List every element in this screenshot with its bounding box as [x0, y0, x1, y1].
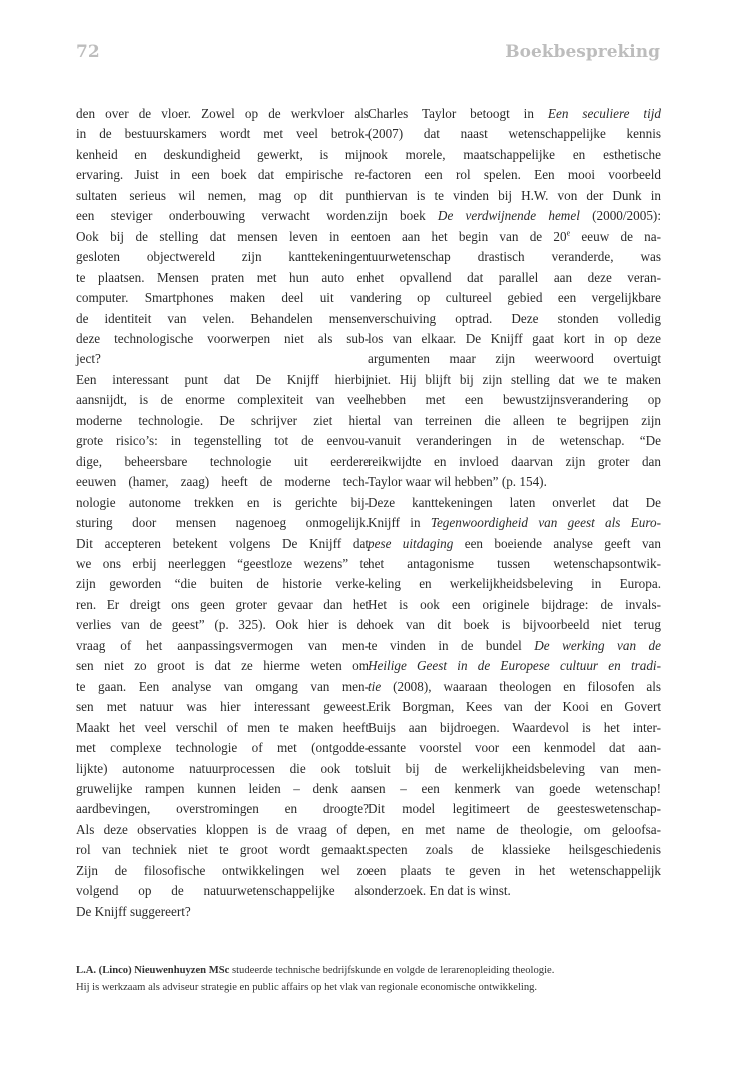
text-line: gesloten objectwereld zijn kanttekeningen — [76, 249, 369, 265]
text-line: pese uitdaging een boeiende analyse geeft van — [368, 535, 661, 551]
text-line: computer. Smartphones maken deel uit van — [76, 290, 369, 306]
bio-line: L.A. (Linco) Nieuwenhuyzen MSc studeerde technische bedrijfskunde en volgde de lerarenopleiding theologie. — [76, 965, 555, 976]
text-line — [368, 656, 661, 676]
text-line: tal van terreinen die alleen te begrijpen zijn — [368, 412, 661, 428]
text-line: Ook bij de stelling dat mensen leven in een — [76, 228, 369, 244]
text-line: los van elkaar. De Knijff gaat kort in op deze — [368, 330, 661, 346]
text-line: in de bestuurskamers wordt met veel betrok- — [76, 126, 369, 142]
text-line: de identiteit van velen. Behandelen mensen — [76, 310, 369, 326]
text-line: (2007) dat naast wetenschappelijke kennis — [368, 126, 661, 142]
text-line: Het is ook een originele bijdrage: de invals- — [368, 596, 661, 612]
text-line: moderne technologie. De schrijver ziet hier — [76, 412, 369, 428]
text-line: hebben met een bewustzijnsverandering op — [368, 392, 661, 408]
text-line: te gaan. Een analyse van omgang van men- — [76, 678, 369, 694]
text-line: hiervan is te vinden bij H.W. von der Dunk in — [368, 187, 661, 203]
author-bio — [76, 963, 666, 996]
text-line: toen aan het begin van de 20e eeuw de na- — [368, 228, 662, 244]
text-line: sluit bij de werkelijkheidsbeleving van men- — [368, 760, 661, 776]
book-title: tie — [368, 678, 382, 694]
text-line: sen met natuur was hier interessant geweest. — [76, 699, 369, 715]
page-number: 72 — [76, 42, 100, 62]
text-line: Dit accepteren betekent volgens De Knijff dat — [76, 535, 369, 551]
text-line: specten zoals de klassieke heilsgeschiedenis — [368, 842, 661, 858]
text-line: verlies van de geest” (p. 325). Ook hier is de — [76, 617, 369, 633]
text-line: hoek van dit boek is bijvoorbeeld niet terug — [368, 617, 661, 633]
text-line: dering op cultureel gebied een vergelijkbare — [368, 290, 661, 306]
text-line: te plaatsen. Mensen praten met hun auto en — [76, 269, 369, 285]
text-line: Buijs aan bijdroegen. Waardevol is het inter- — [368, 719, 661, 735]
text-line: ren. Er dreigt ons geen groter gevaar dan het — [76, 596, 369, 612]
text-line: factoren een rol spelen. Een mooi voorbeeld — [368, 167, 661, 183]
book-title: De werking van de — [534, 637, 661, 653]
text-line: vanuit veranderingen in de wetenschap. “De — [368, 433, 661, 449]
text-line: sturing door mensen nagenoeg onmogelijk. — [76, 515, 369, 531]
text-line: verschuiving optrad. Deze stonden volledig — [368, 310, 661, 326]
text-line: ervaring. Juist in een boek dat empirische re- — [76, 167, 369, 183]
text-line: dige, beheersbare technologie uit eerdere — [76, 453, 369, 469]
text-line: argumenten maar zijn weerwoord overtuigt — [368, 351, 661, 367]
text-line: nologie autonome trekken en is gerichte bij- — [76, 494, 369, 510]
book-title: pese uitdaging — [368, 535, 454, 551]
text-line: Taylor waar wil hebben” (p. 154). — [368, 474, 547, 490]
text-line: gruwelijke rampen kunnen leiden – denk aan — [76, 780, 369, 796]
text-line: Een interessant punt dat De Knijff hierbij — [76, 371, 369, 387]
text-line: sultaten serieus wil nemen, mag op dit punt — [76, 187, 369, 203]
text-line: met complexe technologie of met (ontgodde- — [76, 740, 369, 756]
text-line: aansnijdt, is de enorme complexiteit van veel — [76, 392, 369, 408]
text-line: een plaats te geven in het wetenschappelijk — [368, 862, 661, 878]
text-line: aardbevingen, overstromingen en droogte? — [76, 801, 369, 817]
right-column — [368, 104, 661, 902]
text-line: volgend op de natuurwetenschappelijke als — [76, 883, 369, 899]
text-line: het antagonisme tussen wetenschapsontwik- — [368, 555, 661, 571]
book-title: Een seculiere tijd — [547, 106, 662, 121]
book-title: De verdwijnende hemel — [437, 208, 580, 224]
text-line: den over de vloer. Zowel op de werkvloer als — [76, 106, 369, 121]
text-line: Charles Taylor betoogt in Een seculiere tijd — [368, 106, 662, 121]
text-line: het opvallend dat parallel aan deze veran- — [368, 269, 661, 285]
text-line: De Knijff suggereert? — [76, 903, 191, 919]
text-line: deze technologische voorwerpen niet als sub- — [76, 330, 369, 346]
text-line: rol van techniek niet te groot wordt gemaakt. — [76, 842, 369, 858]
text-line: zijn geworden “die buiten de historie verke- — [76, 576, 369, 592]
text-line: keling en werkelijkheidsbeleving in Europa. — [368, 576, 661, 592]
text-line: Als deze observaties kloppen is de vraag of de — [76, 821, 369, 837]
running-title: Boekbespreking — [505, 42, 660, 62]
text-line: tie (2008), waaraan theologen en filosofen als — [368, 678, 661, 694]
text-line: pen, en met name de theologie, om geloofsa- — [368, 821, 661, 837]
left-column — [76, 104, 369, 922]
text-line: sen niet zo groot is dat ze hierme weten om — [76, 658, 369, 674]
text-line: Dit model legitimeert de geesteswetenschap- — [368, 801, 661, 817]
text-line: Zijn de filosofische ontwikkelingen wel zo — [76, 862, 369, 878]
book-title: Heilige Geest in de Europese cultuur en tradi- — [368, 658, 661, 674]
text-line: grote risico’s: in tegenstelling tot de eenvou- — [76, 433, 369, 449]
text-line: tuurwetenschap drastisch veranderde, was — [368, 249, 661, 265]
text-line: te vinden in de bundel De werking van de — [368, 637, 661, 653]
text-line: reikwijdte en invloed daarvan zijn groter dan — [368, 453, 661, 469]
text-line: kenheid en deskundigheid gewerkt, is mijn — [76, 146, 369, 162]
text-line: eeuwen (hamer, zaag) heeft de moderne tech- — [76, 474, 369, 490]
text-line: Knijff in Tegenwoordigheid van geest als Euro- — [368, 515, 661, 531]
text-line: lijkte) autonome natuurprocessen die ook tot — [76, 760, 369, 776]
text-line: we ons erbij neerleggen “geestloze wezens” te — [76, 555, 369, 571]
text-line: ject? — [76, 351, 101, 367]
author-name: L.A. (Linco) Nieuwenhuyzen MSc — [76, 965, 230, 976]
text-line: Maakt het veel verschil of men te maken heeft — [76, 719, 369, 735]
text-line: Deze kanttekeningen laten onverlet dat De — [368, 494, 661, 510]
text-line: vraag of het aanpassingsvermogen van men- — [76, 637, 369, 653]
text-line: onderzoek. En dat is winst. — [368, 883, 511, 899]
text-line: een steviger onderbouwing verwacht worden. — [76, 208, 369, 224]
text-line: essante voorstel voor een kenmodel dat aan- — [368, 740, 661, 756]
text-line: sen – een kenmerk van goede wetenschap! — [368, 780, 661, 796]
text-line: zijn boek De verdwijnende hemel (2000/2005): — [368, 208, 661, 224]
book-title: Tegenwoordigheid van geest als Euro- — [430, 515, 661, 531]
text-line: Erik Borgman, Kees van der Kooi en Govert — [368, 699, 661, 715]
text-line: niet. Hij blijft bij zijn stelling dat we te maken — [368, 371, 661, 387]
text-line: ook morele, maatschappelijke en esthetische — [368, 146, 661, 162]
bio-line: Hij is werkzaam als adviseur strategie en public affairs op het vlak van regionale economische ontwikkeling. — [76, 981, 538, 993]
